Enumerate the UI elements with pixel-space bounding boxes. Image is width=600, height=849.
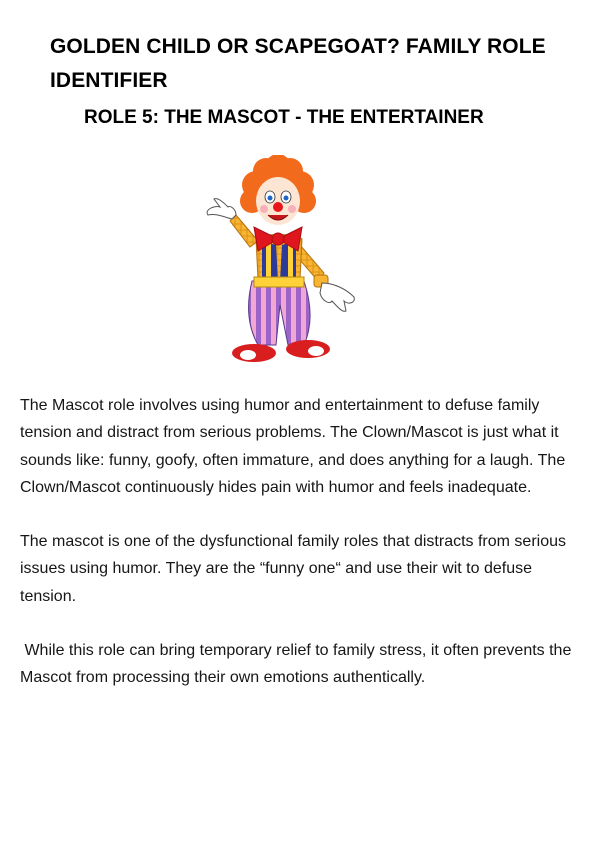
clown-right-shoe: [286, 340, 330, 358]
role-subtitle: ROLE 5: THE MASCOT - THE ENTERTAINER: [84, 107, 484, 128]
paragraph-3: While this role can bring temporary relief to family stress, it often prevents the Mascot from processing their own emotions authentically.: [20, 642, 576, 687]
paragraph-2: The mascot is one of the dysfunctional family roles that distracts from serious issues using humor. They are the “funny one“ and use their wit to defuse tension.: [20, 533, 567, 605]
clown-left-glove: [207, 199, 236, 219]
clown-left-arm: [230, 215, 258, 247]
body-text: [20, 392, 588, 692]
clown-nose: [273, 202, 283, 212]
clown-right-glove: [320, 283, 354, 311]
page-title: GOLDEN CHILD OR SCAPEGOAT? FAMILY ROLE IDENTIFIER: [50, 35, 546, 92]
clown-illustration: [196, 155, 360, 367]
clown-pants: [249, 281, 310, 345]
paragraph-1: The Mascot role involves using humor and entertainment to defuse family tension and distract from serious problems. The Clown/Mascot is just what it sounds like: funny, goofy, often immature, and does anything for a laugh. The Clown/Mascot continuously hides pain with humor and feels inadequate.: [20, 397, 566, 496]
